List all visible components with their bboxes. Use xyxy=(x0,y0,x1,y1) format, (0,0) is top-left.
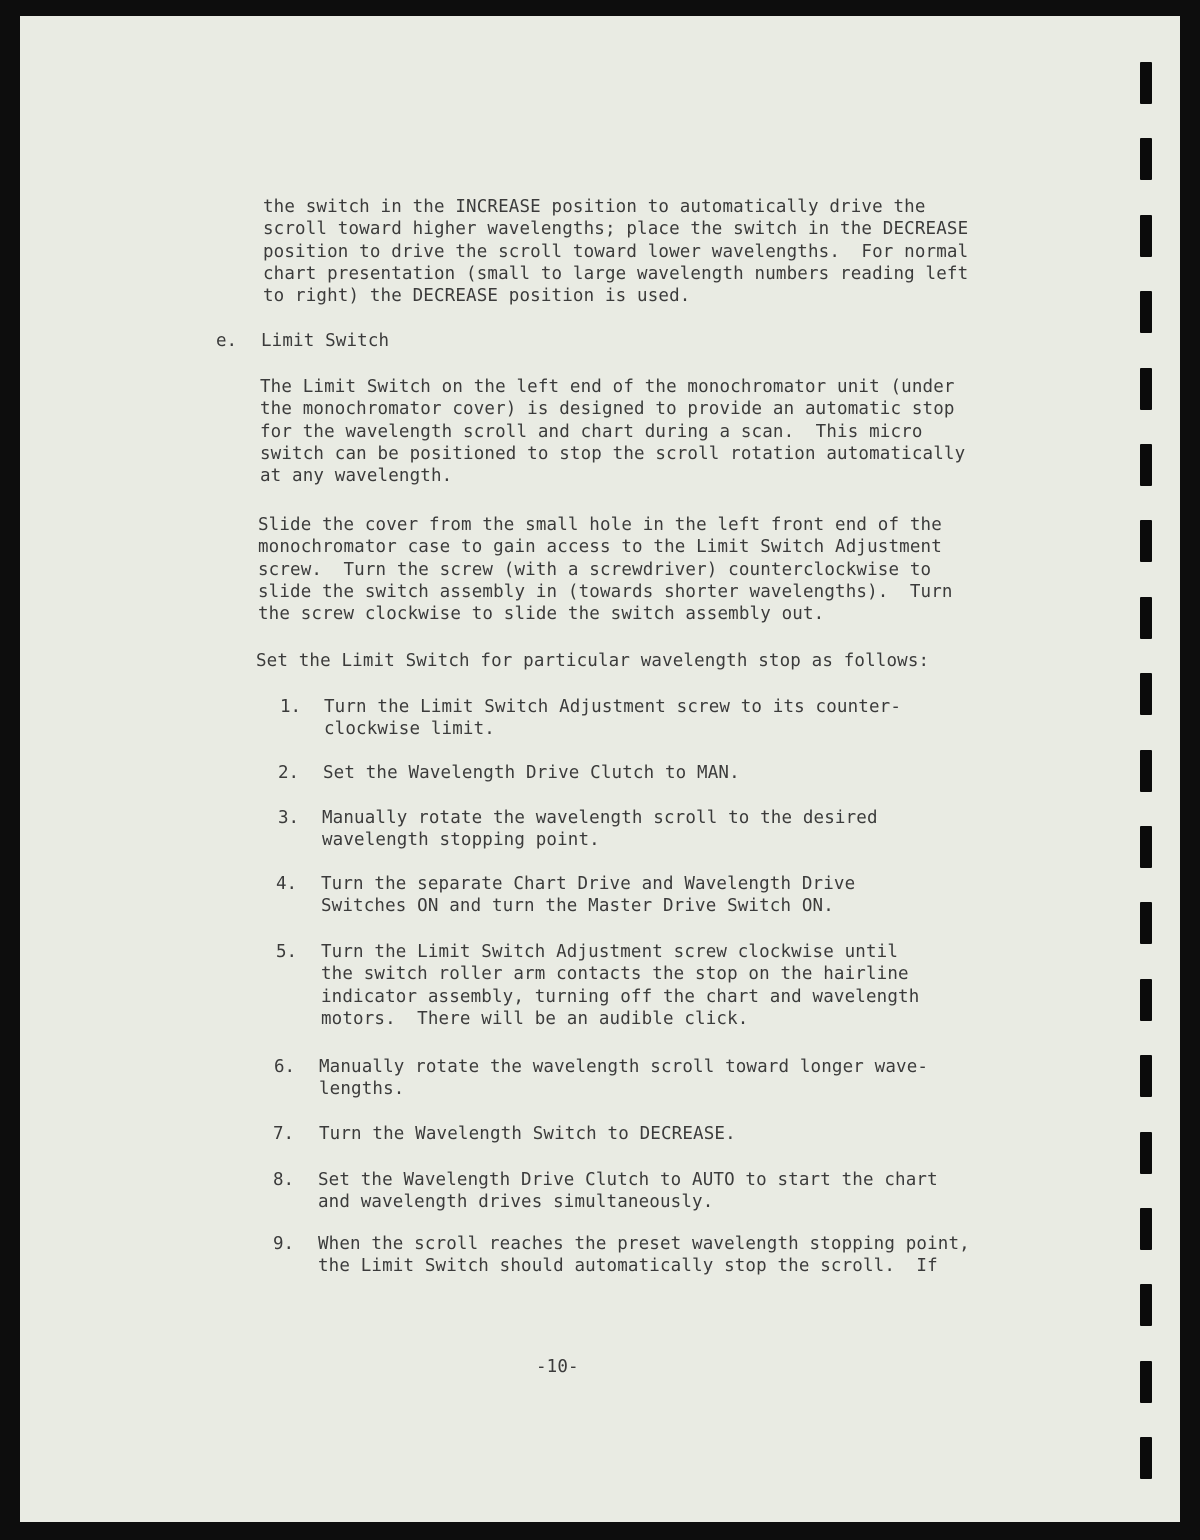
step-text xyxy=(322,807,878,852)
step-text xyxy=(318,1169,938,1214)
step-line: Turn the Limit Switch Adjustment screw to its counter- xyxy=(324,697,902,717)
step-number: 6. xyxy=(274,1057,296,1077)
para1-line: The Limit Switch on the left end of the monochromator unit (under xyxy=(260,377,955,397)
binding-hole xyxy=(1140,902,1152,944)
intro-line: to right) the DECREASE position is used. xyxy=(263,286,691,307)
step-text xyxy=(318,1233,970,1278)
binding-hole xyxy=(1140,215,1152,257)
step-line: the Limit Switch should automatically stop the scroll. If xyxy=(318,1256,938,1277)
adjustment-paragraph xyxy=(258,514,953,625)
binding-hole xyxy=(1140,368,1152,410)
binding-hole xyxy=(1140,138,1152,180)
step-line: motors. There will be an audible click. xyxy=(321,1008,749,1029)
limit-switch-paragraph xyxy=(260,376,965,487)
binding-hole xyxy=(1140,520,1152,562)
step-number: 4. xyxy=(276,874,298,894)
step-line: Manually rotate the wavelength scroll to the desired xyxy=(322,808,878,828)
intro-line: position to drive the scroll toward lower wavelengths. For normal xyxy=(263,241,969,262)
step-line: wavelength stopping point. xyxy=(322,830,600,851)
step-line: Turn the Wavelength Switch to DECREASE. xyxy=(319,1124,736,1144)
binding-hole xyxy=(1140,750,1152,792)
step-line: indicator assembly, turning off the chart and wavelength xyxy=(321,986,920,1007)
binding-hole xyxy=(1140,597,1152,639)
binding-hole xyxy=(1140,673,1152,715)
step-line: Turn the Limit Switch Adjustment screw clockwise until xyxy=(321,942,899,962)
intro-line: chart presentation (small to large wavelength numbers reading left xyxy=(263,263,969,284)
binding-hole xyxy=(1140,1284,1152,1326)
para1-line: for the wavelength scroll and chart during a scan. This micro xyxy=(260,421,923,442)
step-text xyxy=(319,1123,736,1145)
step-text xyxy=(324,696,901,741)
step-number: 2. xyxy=(278,763,300,783)
binding-hole xyxy=(1140,979,1152,1021)
para1-line: switch can be positioned to stop the scroll rotation automatically xyxy=(260,443,966,464)
step-line: Switches ON and turn the Master Drive Switch ON. xyxy=(321,896,834,917)
step-text xyxy=(319,1056,928,1101)
intro-paragraph xyxy=(263,196,968,307)
binding-hole xyxy=(1140,1361,1152,1403)
step-number: 8. xyxy=(273,1170,295,1190)
intro-line: the switch in the INCREASE position to automatically drive the xyxy=(263,197,926,217)
para1-line: the monochromator cover) is designed to provide an automatic stop xyxy=(260,399,955,420)
para2-line: slide the switch assembly in (towards shorter wavelengths). Turn xyxy=(258,581,953,602)
para3-line: Set the Limit Switch for particular wavelength stop as follows: xyxy=(256,651,930,671)
binding-hole xyxy=(1140,444,1152,486)
page-number: -10- xyxy=(536,1357,579,1377)
procedure-intro xyxy=(256,650,929,672)
binding-hole xyxy=(1140,62,1152,104)
step-number: 3. xyxy=(278,808,300,828)
para2-line: Slide the cover from the small hole in the left front end of the xyxy=(258,515,942,535)
step-line: lengths. xyxy=(319,1079,405,1100)
step-line: the switch roller arm contacts the stop on the hairline xyxy=(321,964,909,985)
step-text xyxy=(321,941,919,1030)
binding-hole xyxy=(1140,1437,1152,1479)
step-text xyxy=(321,873,855,918)
step-line: Manually rotate the wavelength scroll toward longer wave- xyxy=(319,1057,929,1077)
step-line: and wavelength drives simultaneously. xyxy=(318,1192,714,1213)
binding-hole xyxy=(1140,1055,1152,1097)
section-heading: Limit Switch xyxy=(261,331,390,351)
step-number: 1. xyxy=(280,697,302,717)
step-line: Set the Wavelength Drive Clutch to MAN. xyxy=(323,763,740,783)
para2-line: screw. Turn the screw (with a screwdriver) counterclockwise to xyxy=(258,559,932,580)
binding-hole xyxy=(1140,1208,1152,1250)
step-line: When the scroll reaches the preset wavelength stopping point, xyxy=(318,1234,970,1254)
step-number: 7. xyxy=(273,1124,295,1144)
section-letter: e. xyxy=(216,331,238,351)
para1-line: at any wavelength. xyxy=(260,466,453,487)
binding-hole xyxy=(1140,291,1152,333)
step-line: Set the Wavelength Drive Clutch to AUTO to start the chart xyxy=(318,1170,938,1190)
document-page xyxy=(20,16,1180,1522)
para2-line: the screw clockwise to slide the switch assembly out. xyxy=(258,604,825,625)
step-number: 5. xyxy=(276,942,298,962)
step-text xyxy=(323,762,740,784)
step-line: clockwise limit. xyxy=(324,719,495,740)
para2-line: monochromator case to gain access to the Limit Switch Adjustment xyxy=(258,537,942,558)
binding-hole xyxy=(1140,1132,1152,1174)
binding-hole xyxy=(1140,826,1152,868)
step-line: Turn the separate Chart Drive and Wavelength Drive xyxy=(321,874,856,894)
intro-line: scroll toward higher wavelengths; place the switch in the DECREASE xyxy=(263,219,969,240)
step-number: 9. xyxy=(273,1234,295,1254)
